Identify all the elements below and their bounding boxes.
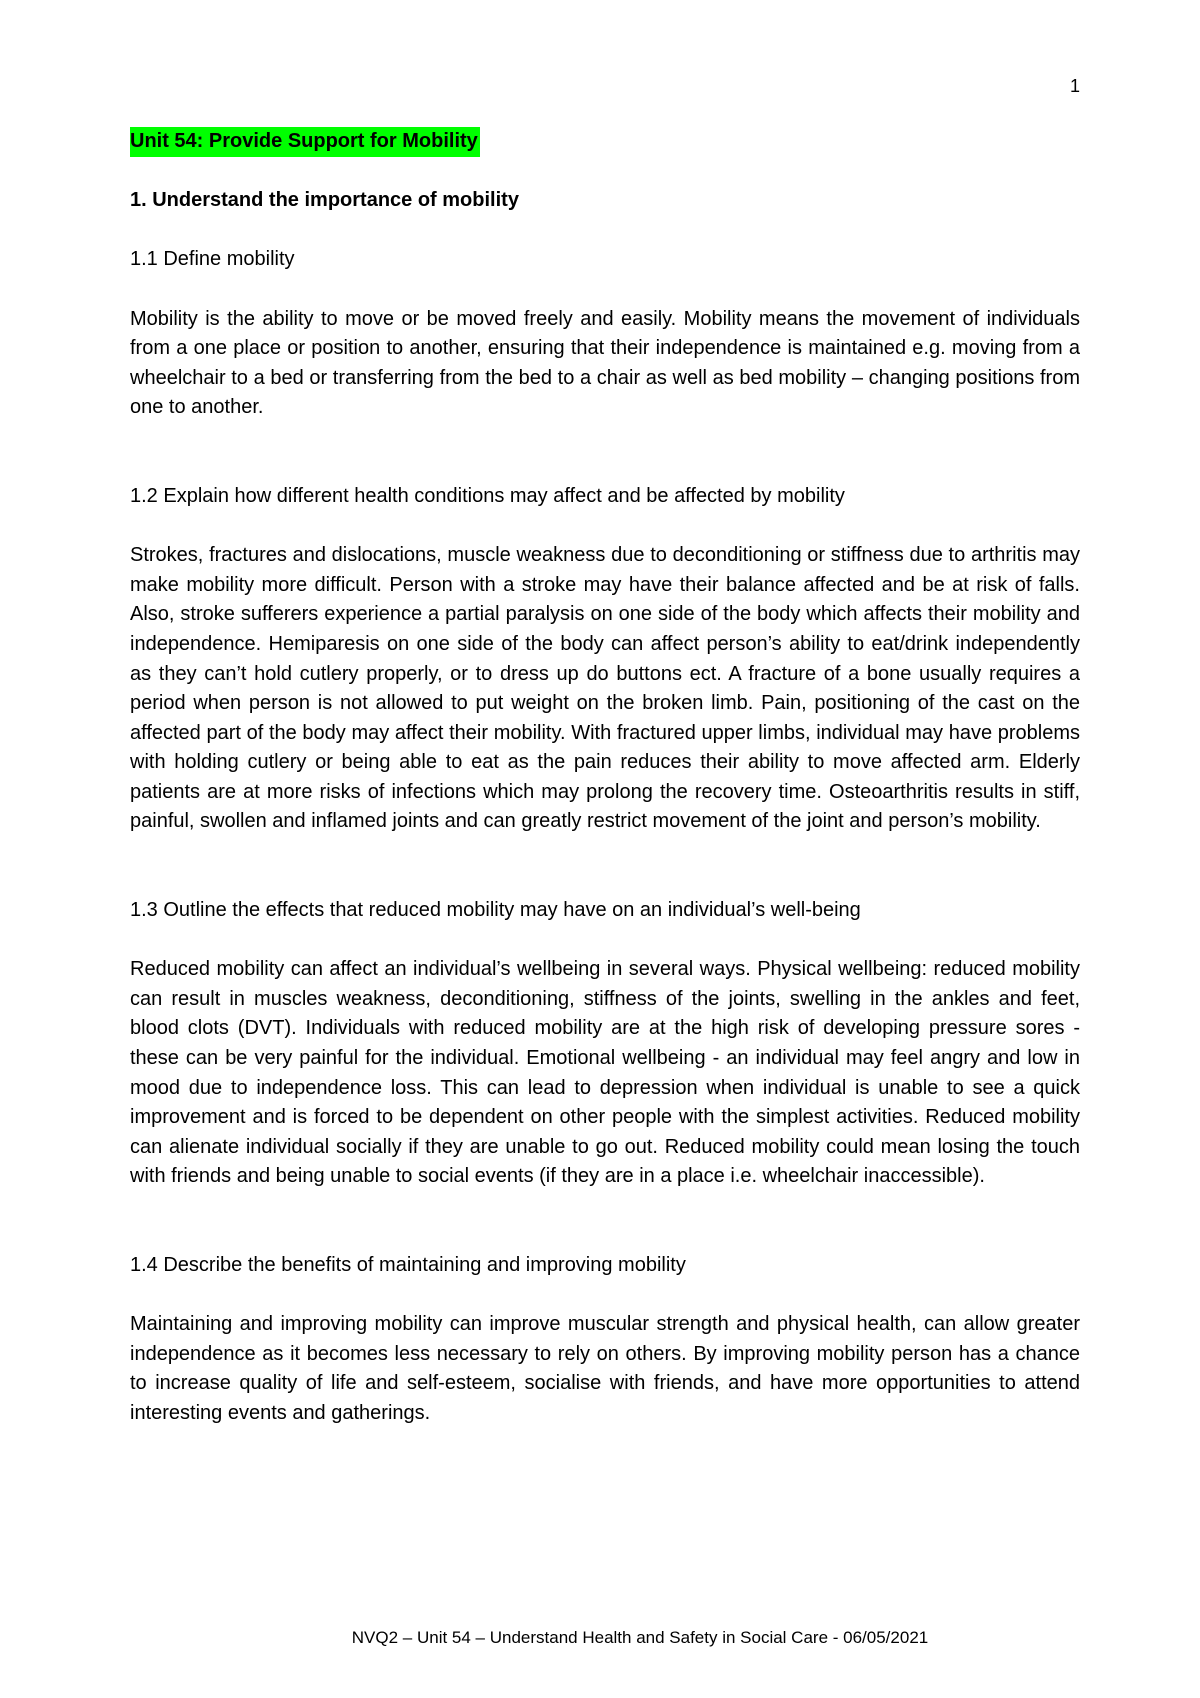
section-1-3-body: Reduced mobility can affect an individual’s wellbeing in several ways. Physical wellbeing: reduced mobility can result in muscles weakness, deconditioning, stiffness of the joints, swelling in the ankles and feet, blood clots (DVT). Individuals with reduced mobility are at the high risk of developing pressure sores - these can be very painful for the individual. Emotional wellbeing - an individual may feel angry and low in mood due to independence loss. This can lead to depression when individual is unable to see a quick improvement and is forced to be dependent on other people with the simplest activities. Reduced mobility can alienate individual socially if they are unable to go out. Reduced mobility could mean losing the touch with friends and being unable to social events (if they are in a place i.e. wheelchair inaccessible). [130,958,1080,1188]
document-body [130,127,1080,1429]
section-1-2-body: Strokes, fractures and dislocations, muscle weakness due to deconditioning or stiffness due to arthritis may make mobility more difficult. Person with a stroke may have their balance affected and be at risk of falls. Also, stroke sufferers experience a partial paralysis on one side of the body which affects their mobility and independence. Hemiparesis on one side of the body can affect person’s ability to eat/drink independently as they can’t hold cutlery properly, or to dress up do buttons ect. A fracture of a bone usually requires a period when person is not allowed to put weight on the broken limb. Pain, positioning of the cast on the affected part of the body may affect their mobility. With fractured upper limbs, individual may have problems with holding cutlery or being able to eat as the pain reduces their ability to move affected arm. Elderly patients are at more risks of infections which may prolong the recovery time. Osteoarthritis results in stiff, painful, swollen and inflamed joints and can greatly restrict movement of the joint and person’s mobility. [130,544,1080,833]
section-1-3-heading: 1.3 Outline the effects that reduced mobility may have on an individual’s well-being [130,899,861,922]
section-1-2-heading: 1.2 Explain how different health conditions may affect and be affected by mobility [130,484,845,507]
section-1-heading: 1. Understand the importance of mobility [130,189,519,212]
page-number: 1 [1069,76,1080,96]
footer-text: NVQ2 – Unit 54 – Understand Health and Safety in Social Care - 06/05/2021 [351,1628,929,1647]
section-1-4-heading: 1.4 Describe the benefits of maintaining and improving mobility [130,1254,686,1276]
section-1-1-heading: 1.1 Define mobility [130,248,295,271]
section-1-1-body: Mobility is the ability to move or be moved freely and easily. Mobility means the movement of individuals from a one place or position to another, ensuring that their independence is maintained e.g. moving from a wheelchair to a bed or transferring from the bed to a chair as well as bed mobility – changing positions from one to another. [130,307,1080,419]
section-1-4-body: Maintaining and improving mobility can improve muscular strength and physical health, can allow greater independence as it becomes less necessary to rely on others. By improving mobility person has a chance to increase quality of life and self-esteem, socialise with friends, and have more opportunities to attend interesting events and gatherings. [130,1313,1080,1424]
document-title: Unit 54: Provide Support for Mobility [130,127,480,157]
page-footer [0,1628,1200,1648]
